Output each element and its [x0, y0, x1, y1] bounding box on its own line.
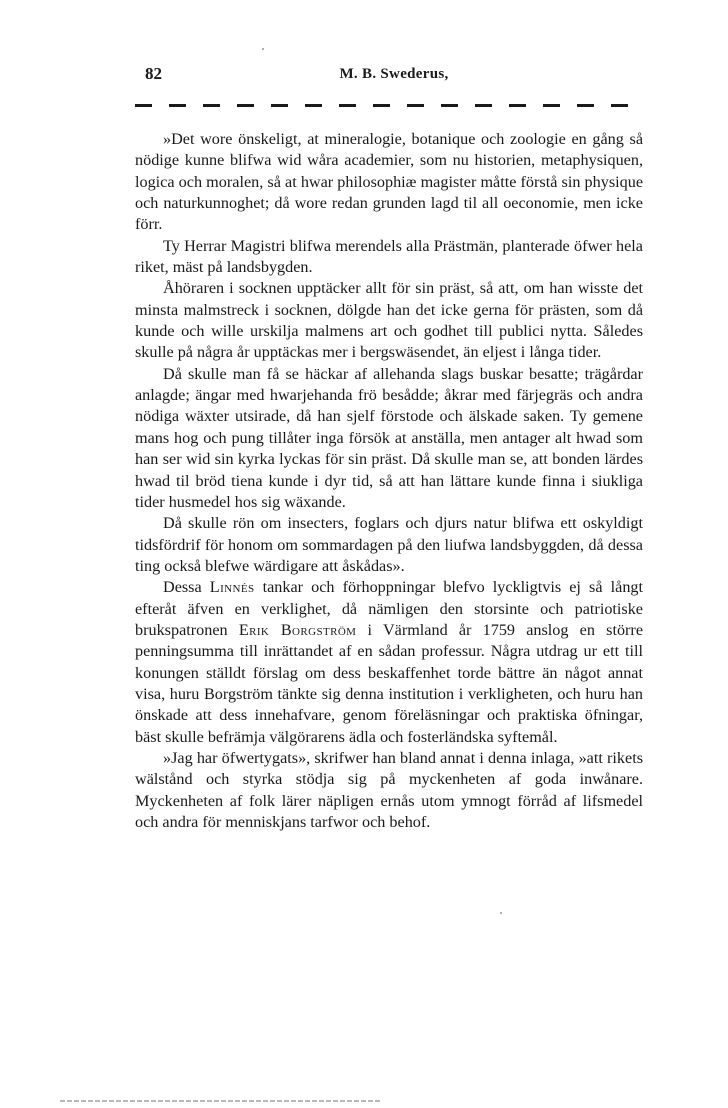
print-speck: [500, 912, 502, 914]
running-head: M. B. Swederus,: [339, 66, 449, 82]
page-number: 82: [145, 64, 162, 83]
person-name-linne: Linnés: [209, 578, 255, 597]
dashed-separator: [135, 104, 643, 107]
paragraph: »Det wore önskeligt, at mineralogie, botanique och zoologie en gång så nödige kunne blifwa wid wåra academier, som nu historien, metaphysiquen, logica och moralen, så at hwar philosophiæ magister måtte förstå sin physique och naturkunnoghet; då wore redan grunden lagd til all oeconomie, men icke förr.: [135, 130, 643, 234]
paragraph: [135, 577, 643, 748]
person-name-borgstrom: Erik Borgström: [238, 620, 357, 639]
page-header: [145, 64, 643, 88]
scan-edge-artifact: [60, 1100, 380, 1102]
text-run: Dessa: [163, 578, 210, 597]
paragraph: Åhöraren i socknen upptäcker allt för sin präst, så att, om han wisste det minsta malmstreck i socknen, dölgde han det icke gerna för prästen, som då kunde och wille urskilja malmens art och godhet till publici nytta. Således skulle på några år upptäckas mer i bergswäsendet, än eljest i långa tider.: [135, 279, 643, 362]
paragraph: »Jag har öfwertygats», skrifwer han bland annat i denna inlaga, »att rikets wälstånd och styrka stödja sig på myckenheten af goda inwånare. Myckenheten af folk lärer näpligen ernås utom ymnogt förråd af lifsmedel och andra för menniskjans tarfwor och behof.: [135, 748, 643, 831]
text-run: tankar och förhoppningar blefvo lyckligtvis ej så långt efteråt äfven en verklighet, då nämligen den storsinte och patriotiske brukspatronen: [135, 578, 643, 639]
paragraph: Då skulle rön om insecters, foglars och djurs natur blifwa ett oskyldigt tidsfördrif för honom om sommardagen på den liufwa landsbyggden, då dessa ting också blefwe wärdigare att åskådas».: [135, 514, 643, 575]
text-run: i Värmland år 1759 anslog en större penningsumma till inrättandet af en sådan professur. Några utdrag ur ett till konungen ställdt förslag om dess beskaffenhet torde bättre än något annat visa, huru Borgström tänkte sig denna institution i verkligheten, och huru han önskade att dess innehafvare, genom föreläsningar och praktiska öfningar, bäst skulle befrämja välgörarens ädla och fosterländska syftemål.: [135, 620, 643, 746]
body-text: [135, 129, 643, 833]
print-speck: [262, 48, 264, 50]
paragraph: Ty Herrar Magistri blifwa merendels alla Prästmän, planterade öfwer hela riket, mäst på landsbygden.: [135, 236, 643, 277]
paragraph: Då skulle man få se häckar af allehanda slags buskar besatte; trägårdar anlagde; ängar med hwarjehanda frö besådde; åkrar med färjegräs och andra nödiga wäxter utsirade, då han sjelf förstode och älskade saken. Ty gemene mans hog och pung tillåter inga försök at anställa, men antager alt hwad som han ser wid sin kyrka lyckas för sin präst. Då skulle man se, att bonden lärdes hwad til bröd tiena kunde i dyr tid, så att han lättare kunde finna i siukliga tider husmedel hos sig wäxande.: [135, 364, 643, 511]
